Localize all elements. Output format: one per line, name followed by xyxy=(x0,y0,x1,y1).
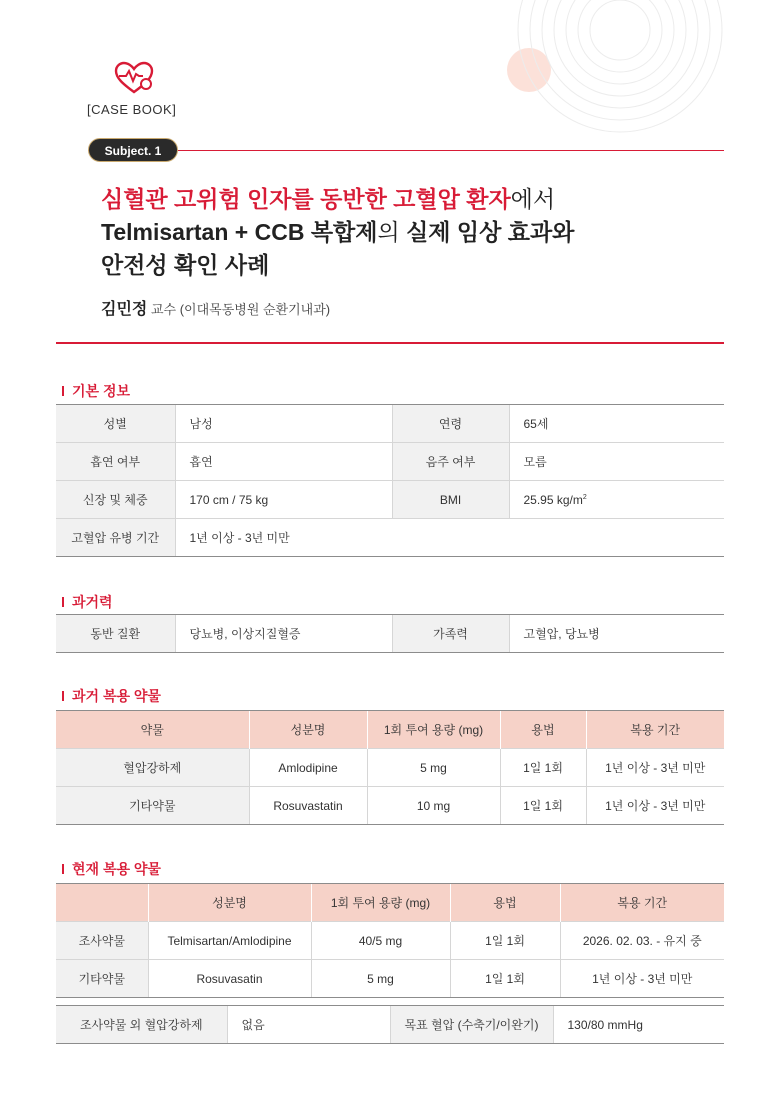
table-row xyxy=(56,615,724,653)
table-header-row xyxy=(56,711,724,749)
table-row xyxy=(56,749,724,787)
value-cell: 흡연 xyxy=(175,443,392,481)
table-cell: Telmisartan/Amlodipine xyxy=(148,922,311,960)
table-header-row xyxy=(56,884,724,922)
table-row xyxy=(56,481,724,519)
column-header: 복용 기간 xyxy=(560,884,724,922)
section-title-basic: 기본 정보 xyxy=(62,381,130,401)
section-title-current-meds: 현재 복용 약물 xyxy=(62,859,161,879)
author-name: 김민정 xyxy=(101,301,148,318)
heart-pulse-icon xyxy=(113,60,155,96)
table-cell: 1년 이상 - 3년 미만 xyxy=(586,787,724,825)
table-row xyxy=(56,405,724,443)
table-row xyxy=(56,960,724,998)
value-cell: 없음 xyxy=(227,1006,390,1044)
label-cell: 고혈압 유병 기간 xyxy=(56,519,175,557)
value-cell: 1년 이상 - 3년 미만 xyxy=(175,519,724,557)
label-cell: BMI xyxy=(392,481,509,519)
table-cell: 5 mg xyxy=(367,749,500,787)
table-cell: 5 mg xyxy=(311,960,450,998)
bmi-value: 25.95 kg/m xyxy=(523,492,583,507)
value-cell xyxy=(509,481,724,519)
label-cell: 성별 xyxy=(56,405,175,443)
value-cell: 모름 xyxy=(509,443,724,481)
author-affiliation: 교수 (이대목동병원 순환기내과) xyxy=(147,302,331,317)
table-row xyxy=(56,519,724,557)
past-meds-table xyxy=(56,710,724,825)
table-cell: 기타약물 xyxy=(56,960,148,998)
column-header: 용법 xyxy=(450,884,560,922)
title-suffix: 에서 xyxy=(510,186,556,212)
table-cell: 1일 1회 xyxy=(450,960,560,998)
label-cell: 조사약물 외 혈압강하제 xyxy=(56,1006,227,1044)
column-header: 용법 xyxy=(500,711,586,749)
basic-info-table xyxy=(56,404,724,557)
casebook-label: [CASE BOOK] xyxy=(87,102,177,117)
value-cell: 고혈압, 당뇨병 xyxy=(509,615,724,653)
label-cell: 동반 질환 xyxy=(56,615,175,653)
table-cell: 혈압강하제 xyxy=(56,749,249,787)
section-title-history: 과거력 xyxy=(62,592,113,612)
table-cell: 1년 이상 - 3년 미만 xyxy=(560,960,724,998)
table-row xyxy=(56,922,724,960)
title-divider xyxy=(56,342,724,344)
title-line3: 안전성 확인 사례 xyxy=(101,252,270,278)
label-cell: 목표 혈압 (수축기/이완기) xyxy=(390,1006,553,1044)
column-header: 1회 투여 용량 (mg) xyxy=(367,711,500,749)
subject-badge: Subject. 1 xyxy=(88,138,178,162)
title-red-part: 심혈관 고위험 인자를 동반한 고혈압 환자 xyxy=(101,186,511,212)
value-cell: 남성 xyxy=(175,405,392,443)
column-header xyxy=(56,884,148,922)
table-cell: Amlodipine xyxy=(249,749,367,787)
title-line2-end: 실제 임상 효과와 xyxy=(399,219,575,245)
subject-divider xyxy=(88,150,724,151)
page-title xyxy=(101,183,701,282)
label-cell: 신장 및 체중 xyxy=(56,481,175,519)
column-header: 약물 xyxy=(56,711,249,749)
author xyxy=(101,296,330,319)
table-cell: 기타약물 xyxy=(56,787,249,825)
value-cell: 당뇨병, 이상지질혈증 xyxy=(175,615,392,653)
column-header: 1회 투여 용량 (mg) xyxy=(311,884,450,922)
table-cell: 1년 이상 - 3년 미만 xyxy=(586,749,724,787)
table-cell: 10 mg xyxy=(367,787,500,825)
value-cell: 170 cm / 75 kg xyxy=(175,481,392,519)
value-cell: 130/80 mmHg xyxy=(553,1006,724,1044)
label-cell: 연령 xyxy=(392,405,509,443)
column-header: 복용 기간 xyxy=(586,711,724,749)
table-cell: 1일 1회 xyxy=(450,922,560,960)
table-cell: Rosuvastatin xyxy=(249,787,367,825)
table-row xyxy=(56,787,724,825)
table-cell: 1일 1회 xyxy=(500,787,586,825)
title-drug: Telmisartan + CCB 복합제 xyxy=(101,219,378,245)
table-row xyxy=(56,1006,724,1044)
table-cell: 2026. 02. 03. - 유지 중 xyxy=(560,922,724,960)
history-table xyxy=(56,614,724,653)
column-header: 성분명 xyxy=(148,884,311,922)
title-particle: 의 xyxy=(377,219,400,245)
table-cell: 40/5 mg xyxy=(311,922,450,960)
label-cell: 음주 여부 xyxy=(392,443,509,481)
table-cell: 조사약물 xyxy=(56,922,148,960)
table-row xyxy=(56,443,724,481)
table-cell: Rosuvasatin xyxy=(148,960,311,998)
label-cell: 흡연 여부 xyxy=(56,443,175,481)
bmi-unit-sup: 2 xyxy=(582,493,587,501)
section-title-past-meds: 과거 복용 약물 xyxy=(62,686,161,706)
value-cell: 65세 xyxy=(509,405,724,443)
table-cell: 1일 1회 xyxy=(500,749,586,787)
label-cell: 가족력 xyxy=(392,615,509,653)
current-meds-table xyxy=(56,883,724,998)
column-header: 성분명 xyxy=(249,711,367,749)
current-meds-extra-table xyxy=(56,1005,724,1044)
